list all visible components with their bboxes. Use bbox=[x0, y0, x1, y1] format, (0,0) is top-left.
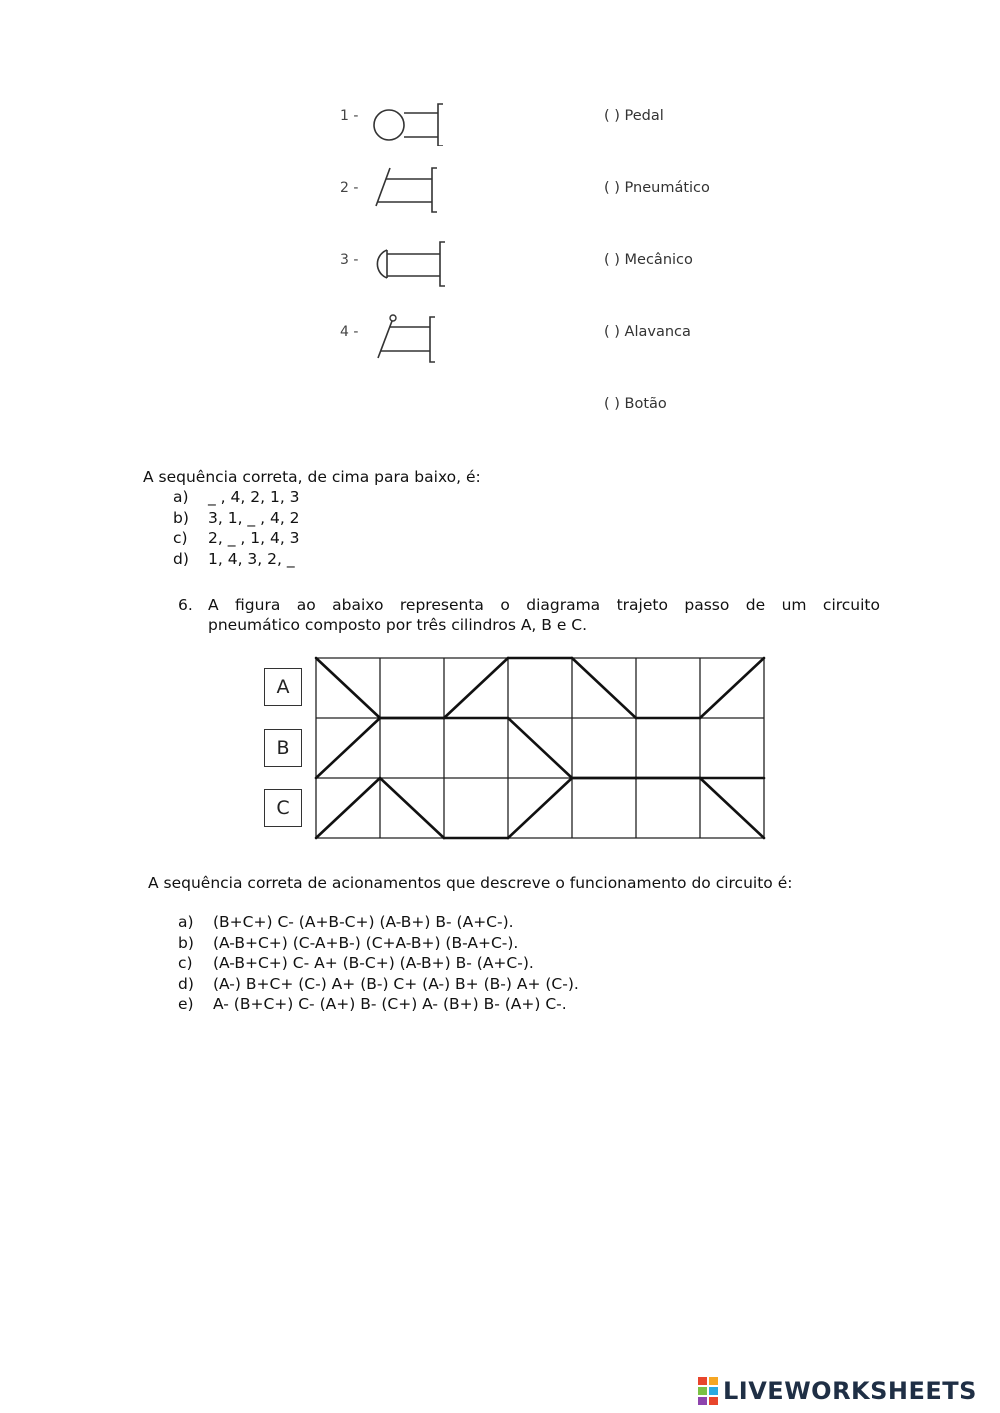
answer-text: 2, _ , 1, 4, 3 bbox=[208, 529, 300, 547]
answer-letter: d) bbox=[173, 549, 189, 568]
answer-letter: a) bbox=[178, 913, 194, 931]
cylinder-label-c: C bbox=[264, 789, 302, 827]
list-item[interactable] bbox=[178, 912, 579, 933]
q5-prompt: A sequência correta, de cima para baixo, é: bbox=[143, 468, 481, 486]
option-mecanico: ( ) Mecânico bbox=[604, 252, 693, 268]
answer-text: 1, 4, 3, 2, _ bbox=[208, 549, 295, 568]
option-alavanca: ( ) Alavanca bbox=[604, 324, 691, 340]
answer-text: _ , 4, 2, 1, 3 bbox=[208, 488, 300, 506]
option-pedal: ( ) Pedal bbox=[604, 108, 664, 124]
q6-answers bbox=[178, 912, 579, 1015]
symbol-number-4: 4 - bbox=[340, 324, 359, 340]
path-segment-c bbox=[316, 778, 380, 838]
list-item[interactable] bbox=[178, 953, 579, 974]
q6-text-line2: pneumático composto por três cilindros A, B e C. bbox=[208, 616, 588, 634]
pedal-actuator-symbol bbox=[368, 162, 478, 216]
list-item[interactable] bbox=[178, 933, 579, 954]
path-segment-c bbox=[380, 778, 444, 838]
liveworksheets-logo[interactable] bbox=[698, 1376, 977, 1406]
path-segment-a bbox=[444, 658, 508, 718]
list-item[interactable] bbox=[173, 508, 300, 529]
mushroom-button-actuator-symbol bbox=[365, 238, 475, 288]
q6-number: 6. bbox=[178, 596, 193, 614]
list-item[interactable] bbox=[173, 528, 300, 549]
answer-letter: a) bbox=[173, 488, 189, 506]
answer-text: (B+C+) C- (A+B-C+) (A-B+) B- (A+C-). bbox=[213, 913, 514, 931]
logo-text: LIVEWORKSHEETS bbox=[723, 1377, 977, 1405]
path-segment-a bbox=[572, 658, 636, 718]
path-segment-b bbox=[316, 718, 380, 778]
answer-text: (A-B+C+) (C-A+B-) (C+A-B+) (B-A+C-). bbox=[213, 933, 519, 952]
lever-actuator-symbol bbox=[368, 310, 478, 366]
answer-letter: b) bbox=[173, 508, 189, 527]
answer-text: 3, 1, _ , 4, 2 bbox=[208, 508, 300, 527]
answer-letter: e) bbox=[178, 995, 194, 1013]
answer-text: (A-B+C+) C- A+ (B-C+) (A-B+) B- (A+C-). bbox=[213, 954, 534, 972]
list-item[interactable] bbox=[178, 974, 579, 995]
cylinder-label-b: B bbox=[264, 729, 302, 767]
symbol-number-1: 1 - bbox=[340, 108, 359, 124]
symbol-number-2: 2 - bbox=[340, 180, 359, 196]
list-item[interactable] bbox=[173, 487, 300, 508]
list-item[interactable] bbox=[178, 994, 579, 1015]
answer-letter: b) bbox=[178, 933, 194, 952]
cylinder-label-a: A bbox=[264, 668, 302, 706]
displacement-step-diagram bbox=[312, 654, 768, 840]
answer-letter: c) bbox=[178, 954, 193, 972]
path-segment-a bbox=[700, 658, 764, 718]
list-item[interactable] bbox=[173, 549, 300, 570]
path-segment-c bbox=[508, 778, 572, 838]
liveworksheets-logo-icon bbox=[698, 1376, 720, 1406]
option-pneumatico: ( ) Pneumático bbox=[604, 180, 710, 196]
answer-text: (A-) B+C+ (C-) A+ (B-) C+ (A-) B+ (B-) A+ (C-). bbox=[213, 974, 579, 993]
answer-letter: c) bbox=[173, 529, 188, 547]
button-actuator-symbol bbox=[368, 96, 478, 146]
q6-text-line1: A figura ao abaixo representa o diagrama trajeto passo de um circuito bbox=[208, 596, 880, 614]
answer-text: A- (B+C+) C- (A+) B- (C+) A- (B+) B- (A+) C-. bbox=[213, 995, 567, 1013]
q5-answers bbox=[173, 487, 300, 569]
symbol-number-3: 3 - bbox=[340, 252, 359, 268]
q6-prompt: A sequência correta de acionamentos que descreve o funcionamento do circuito é: bbox=[148, 874, 793, 892]
option-botao: ( ) Botão bbox=[604, 396, 667, 412]
path-segment-b bbox=[508, 718, 572, 778]
path-segment-a bbox=[316, 658, 380, 718]
path-segment-c bbox=[700, 778, 764, 838]
answer-letter: d) bbox=[178, 974, 194, 993]
